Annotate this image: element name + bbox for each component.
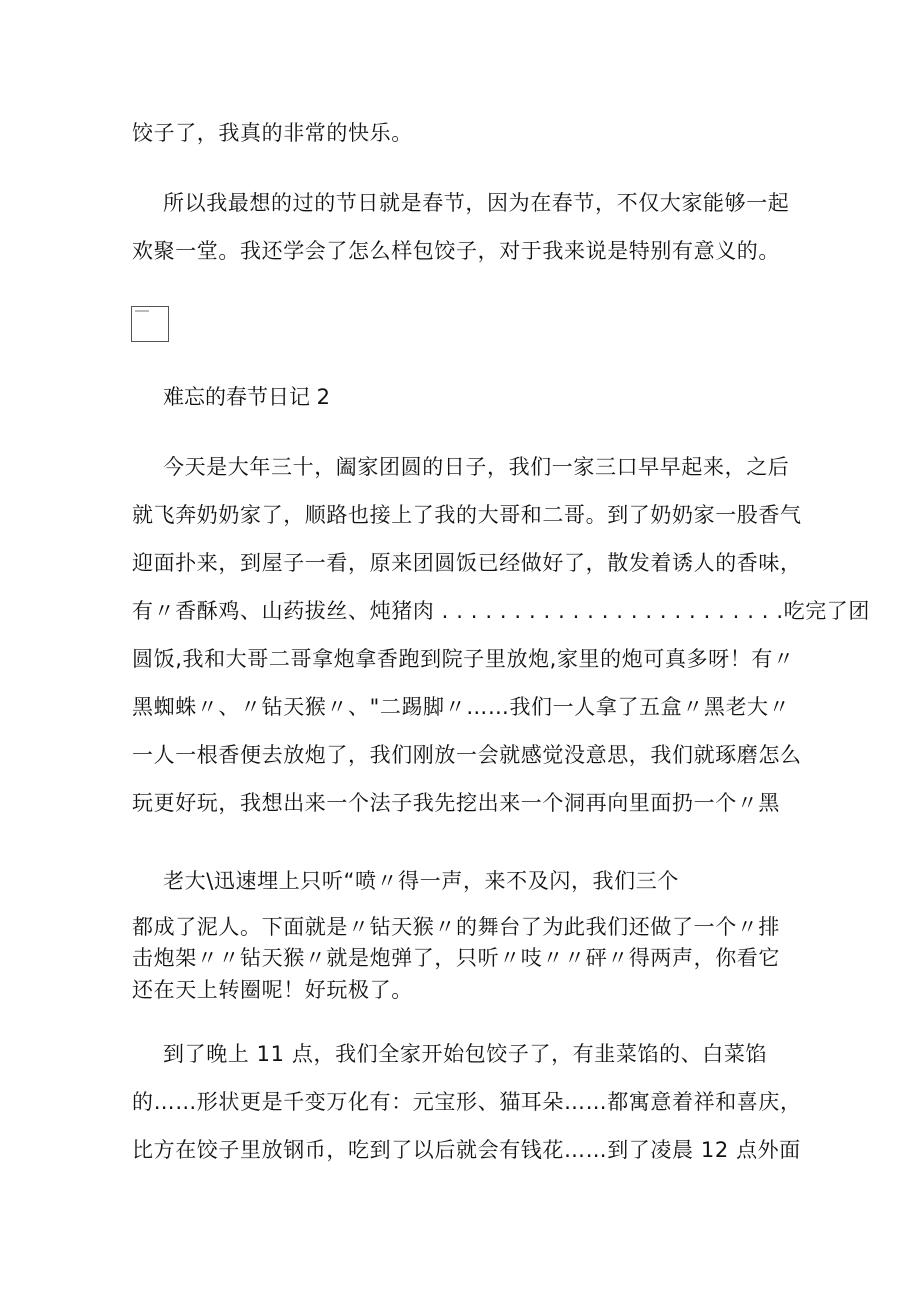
paragraph-line: 比方在饺子里放钢币，吃到了以后就会有钱花……到了凌晨 12 点外面 xyxy=(132,1138,801,1162)
paragraph-line: 黑蜘蛛〃、〃钻天猴〃、"二踢脚〃……我们一人拿了五盒〃黑老大〃 xyxy=(132,695,791,719)
paragraph-line: 一人一根香便去放炮了，我们刚放一会就感觉没意思，我们就琢磨怎么 xyxy=(132,743,802,767)
paragraph-line: 有〃香酥鸡、山药拔丝、炖猪肉 . . . . . . . . . . . . . . . . . . . . . . . .吃完了团 xyxy=(132,599,871,623)
paragraph-line: 圆饭,我和大哥二哥拿炮拿香跑到院子里放炮,家里的炮可真多呀！有〃 xyxy=(132,647,795,671)
paragraph-line: 今天是大年三十，阖家团圆的日子，我们一家三口早早起来，之后 xyxy=(163,455,790,479)
paragraph-line: 玩更好玩，我想出来一个法子我先挖出来一个洞再向里面扔一个〃黑 xyxy=(132,791,780,815)
paragraph-line: 就飞奔奶奶家了，顺路也接上了我的大哥和二哥。到了奶奶家一股香气 xyxy=(132,503,802,527)
image-placeholder xyxy=(131,306,169,342)
paragraph-line: 欢聚一堂。我还学会了怎么样包饺子，对于我来说是特别有意义的。 xyxy=(132,239,780,263)
paragraph-line: 击炮架〃〃钻天猴〃就是炮弹了，只听〃吱〃〃砰〃得两声，你看它 xyxy=(132,946,780,970)
paragraph-line: 都成了泥人。下面就是〃钻天猴〃的舞台了为此我们还做了一个〃排 xyxy=(132,915,780,939)
paragraph-line: 饺子了，我真的非常的快乐。 xyxy=(132,121,413,145)
diary-title: 难忘的春节日记 2 xyxy=(163,385,331,409)
paragraph-line: 到了晚上 11 点，我们全家开始包饺子了，有韭菜馅的、白菜馅 xyxy=(163,1042,768,1066)
paragraph-line: 迎面扑来，到屋子一看，原来团圆饭已经做好了，散发着诱人的香味， xyxy=(132,551,802,575)
paragraph-line: 老大\迅速埋上只听“喷〃得一声，来不及闪，我们三个 xyxy=(163,869,679,893)
paragraph-line: 还在天上转圈呢！好玩极了。 xyxy=(132,978,413,1002)
paragraph-line: 所以我最想的过的节日就是春节，因为在春节，不仅大家能够一起 xyxy=(163,191,790,215)
paragraph-line: 的……形状更是千变万化有：元宝形、猫耳朵……都寓意着祥和喜庆， xyxy=(132,1090,802,1114)
